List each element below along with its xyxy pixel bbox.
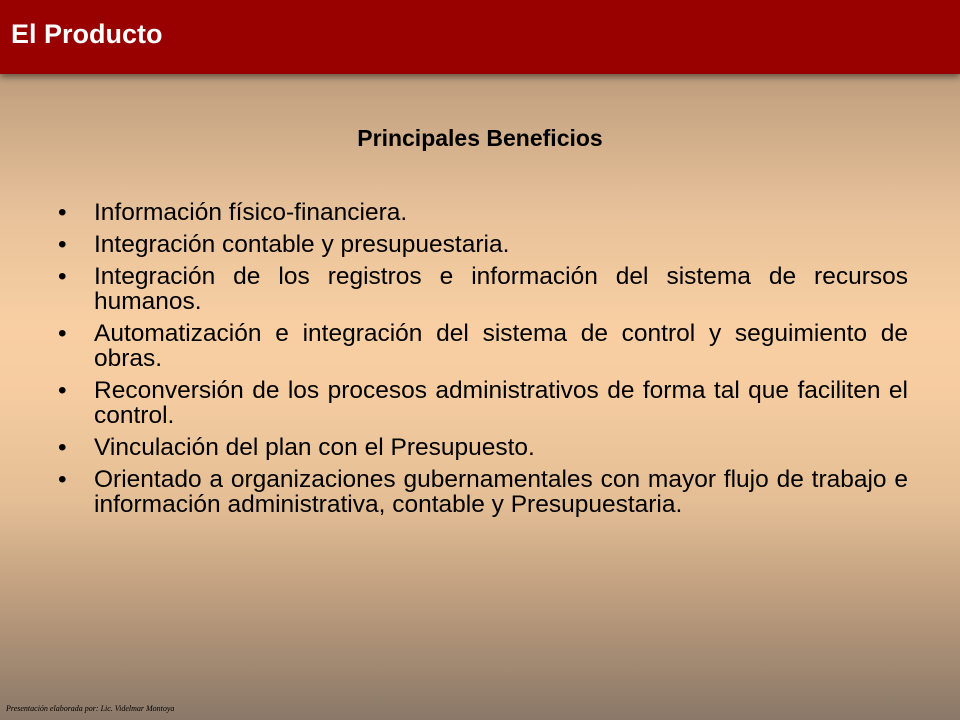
title-bar (0, 0, 960, 74)
bullet-icon: • (58, 199, 67, 226)
list-item (58, 435, 908, 460)
list-item-text: Automatización e integración del sistema de control y seguimiento de obras. (94, 320, 908, 372)
list-item (58, 264, 908, 314)
bullet-icon: • (58, 263, 67, 290)
list-item-text: Vinculación del plan con el Presupuesto. (94, 434, 535, 461)
list-item-text: Integración contable y presupuestaria. (94, 231, 510, 258)
list-item (58, 200, 908, 225)
bullet-icon: • (58, 466, 67, 493)
bullet-icon: • (58, 434, 67, 461)
list-item-text: Información físico-financiera. (94, 199, 408, 226)
benefits-list (58, 200, 908, 524)
footer-credit: Presentación elaborada por: Lic. Videlmar Montoya (6, 704, 175, 713)
slide-title: El Producto (11, 19, 163, 49)
list-item-text: Reconversión de los procesos administrativos de forma tal que faciliten el control. (94, 377, 908, 429)
list-item (58, 467, 908, 517)
list-item-text: Orientado a organizaciones gubernamentales con mayor flujo de trabajo e información administrativa, contable y Presupuestaria. (94, 466, 908, 518)
list-item (58, 232, 908, 257)
bullet-icon: • (58, 231, 67, 258)
section-subtitle: Principales Beneficios (357, 125, 603, 151)
list-item (58, 378, 908, 428)
list-item (58, 321, 908, 371)
list-item-text: Integración de los registros e información del sistema de recursos humanos. (94, 263, 908, 315)
bullet-icon: • (58, 377, 67, 404)
bullet-icon: • (58, 320, 67, 347)
